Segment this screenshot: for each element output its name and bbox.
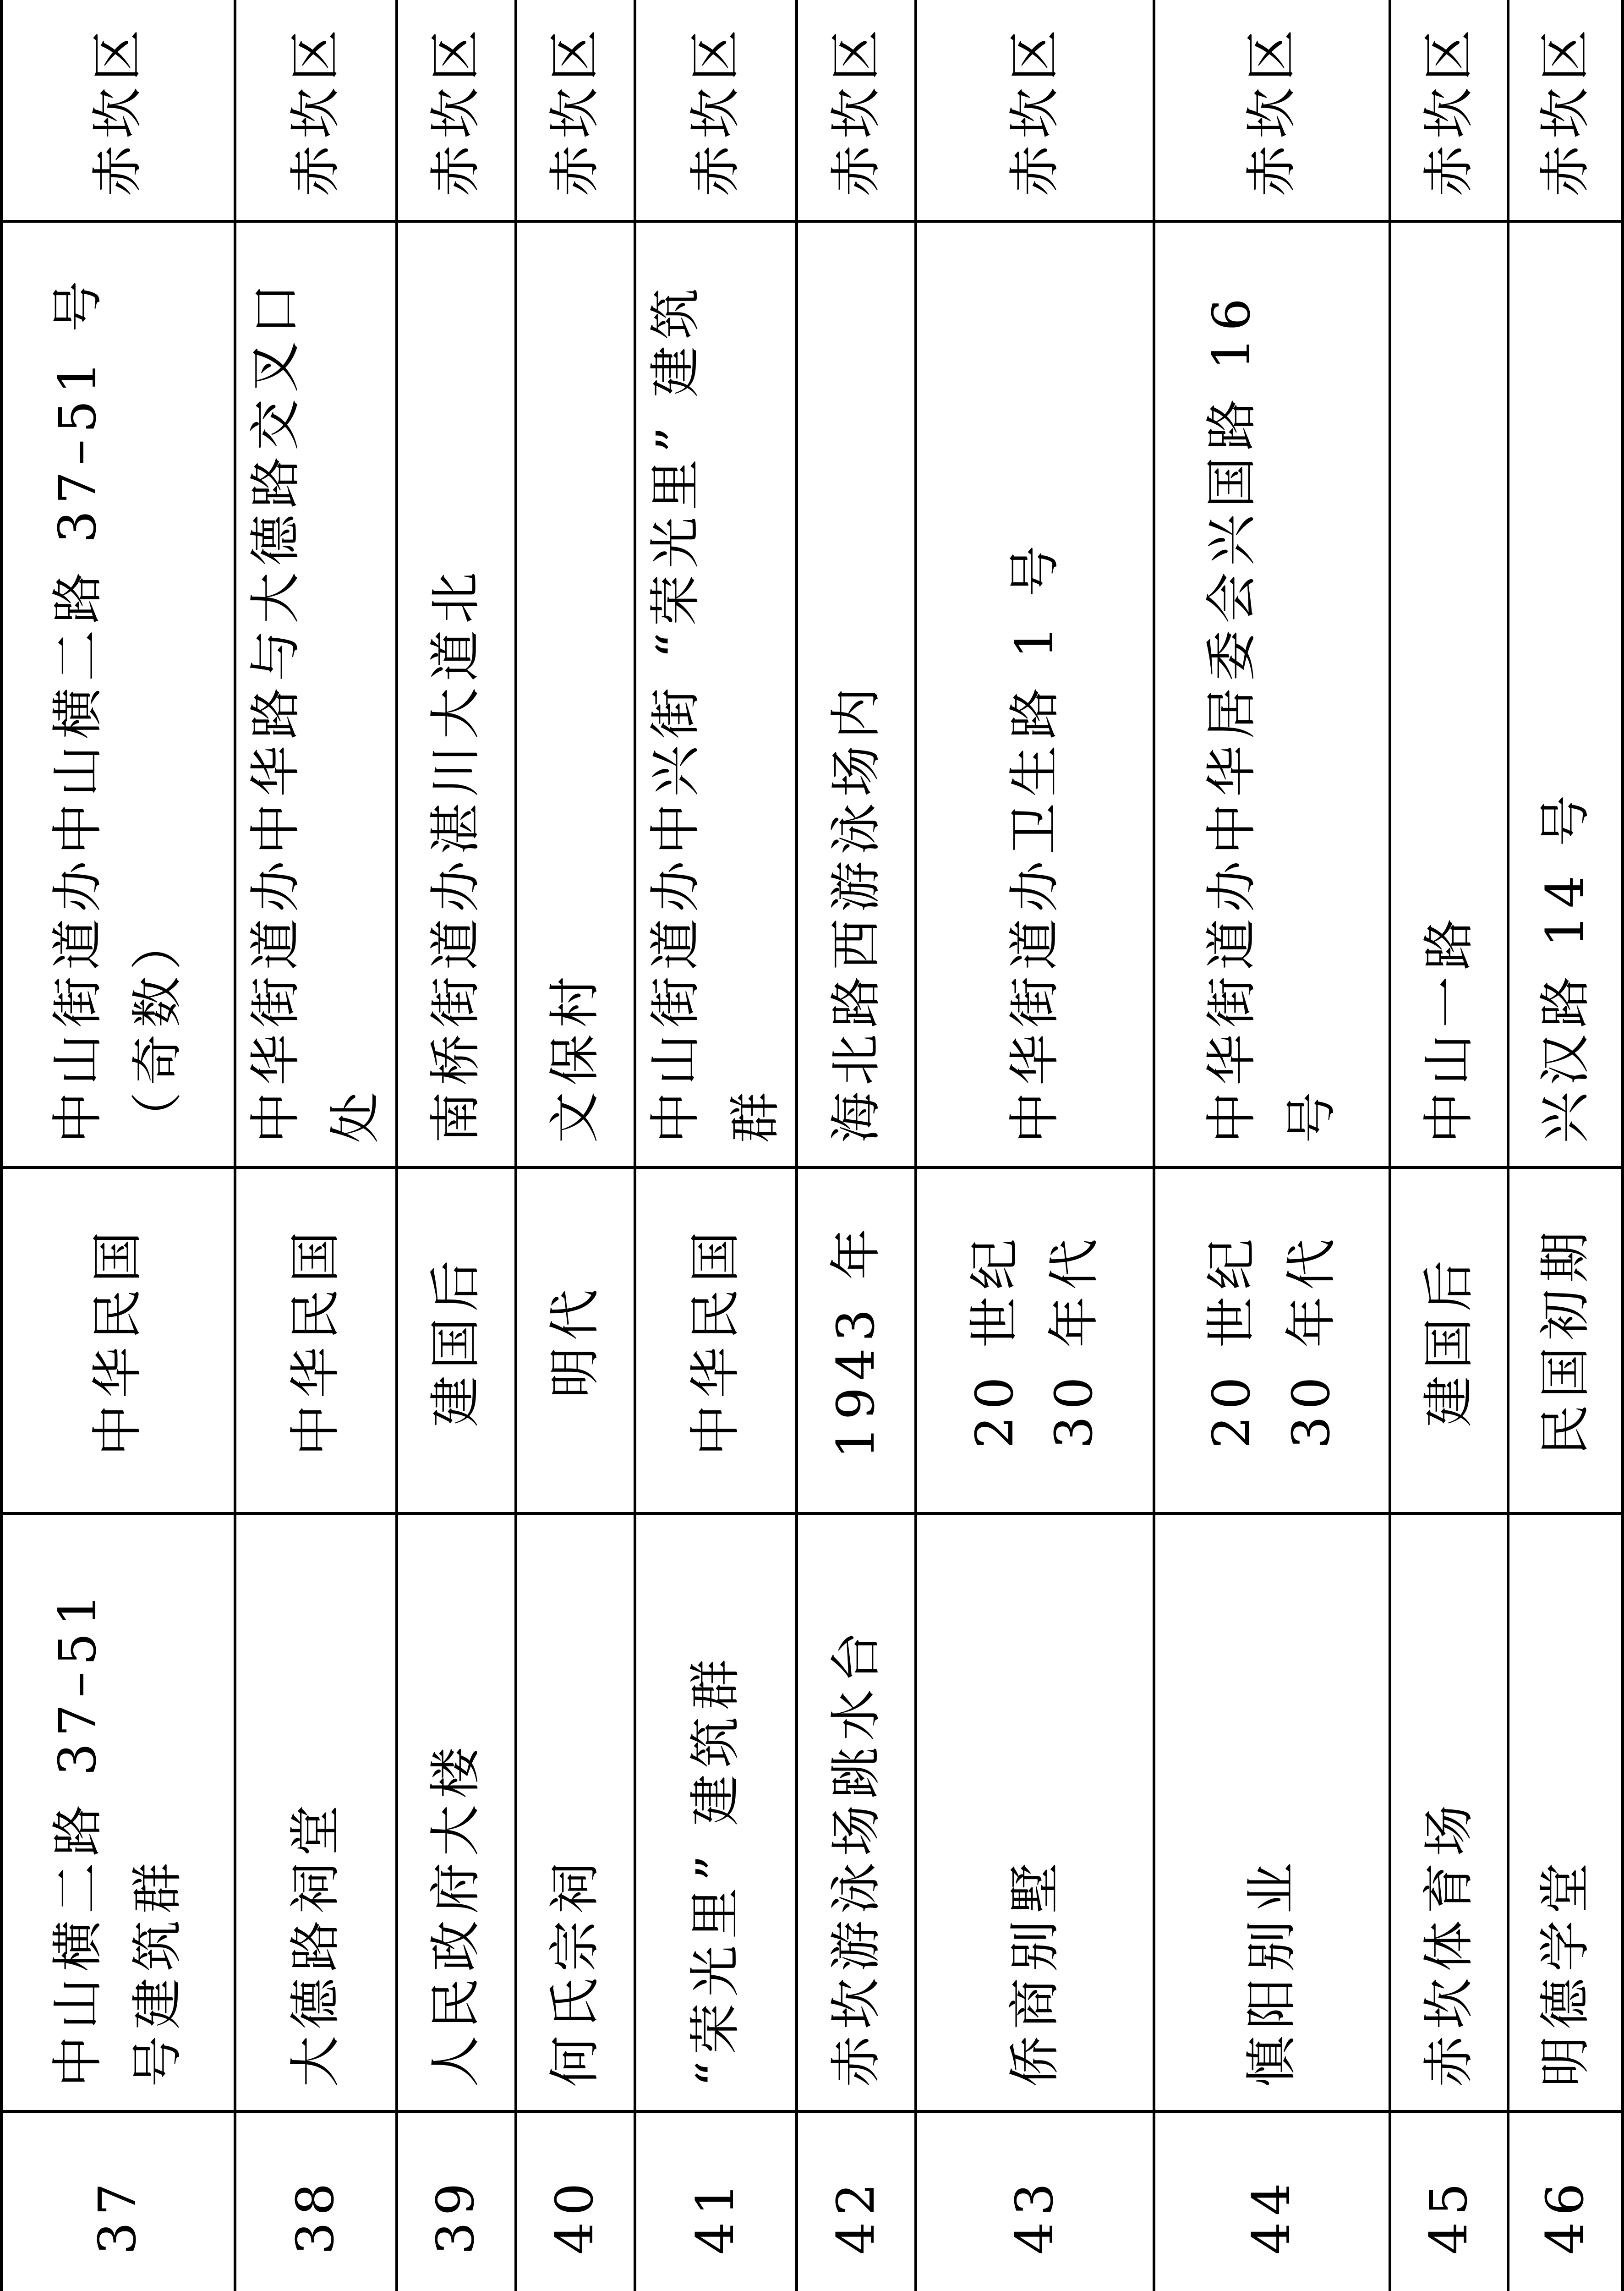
site-era: 明代 (516, 1167, 635, 1513)
site-name: 赤坎体育场 (1390, 1513, 1508, 2111)
site-name: 何氏宗祠 (516, 1513, 635, 2111)
site-address: 中华街道办卫生路 1 号 (916, 221, 1154, 1167)
site-era: 建国后 (1390, 1167, 1508, 1513)
site-address: 中华街道办中华路与大德路交叉口处 (235, 221, 397, 1167)
site-era: 民国初期 (1508, 1167, 1623, 1513)
row-number: 41 (635, 2111, 797, 2291)
site-address: 中华街道办中华居委会兴国路 16 号 (1154, 221, 1390, 1167)
site-name: 大德路祠堂 (235, 1513, 397, 2111)
table-row (235, 0, 397, 2291)
site-address: 兴汉路 14 号 (1508, 221, 1623, 1167)
table-row (635, 0, 797, 2291)
site-address: 中山街道办中兴街 “荣光里” 建筑群 (635, 221, 797, 1167)
site-name: 明德学堂 (1508, 1513, 1623, 2111)
site-era: 中华民国 (235, 1167, 397, 1513)
row-number: 45 (1390, 2111, 1508, 2291)
site-district: 赤坎区 (397, 0, 516, 221)
site-address: 中山一路 (1390, 221, 1508, 1167)
site-address: 文保村 (516, 221, 635, 1167)
row-number: 42 (797, 2111, 916, 2291)
site-name: 中山横二路 37–51 号建筑群 (1, 1513, 235, 2111)
site-district: 赤坎区 (635, 0, 797, 221)
site-name: 人民政府大楼 (397, 1513, 516, 2111)
row-number: 43 (916, 2111, 1154, 2291)
table-row (916, 0, 1154, 2291)
site-address: 中山街道办中山横二路 37–51 号（奇数） (1, 221, 235, 1167)
site-district: 赤坎区 (797, 0, 916, 221)
table-row (397, 0, 516, 2291)
row-number: 44 (1154, 2111, 1390, 2291)
site-district: 赤坎区 (1390, 0, 1508, 221)
site-district: 赤坎区 (1508, 0, 1623, 221)
site-name: “荣光里” 建筑群 (635, 1513, 797, 2111)
site-era: 中华民国 (635, 1167, 797, 1513)
site-district: 赤坎区 (916, 0, 1154, 221)
row-number: 38 (235, 2111, 397, 2291)
row-number: 40 (516, 2111, 635, 2291)
site-address: 南桥街道办湛川大道北 (397, 221, 516, 1167)
site-name: 赤坎游泳场跳水台 (797, 1513, 916, 2111)
table-row (1, 0, 235, 2291)
site-district: 赤坎区 (235, 0, 397, 221)
site-era: 20 世纪 30 年代 (1154, 1167, 1390, 1513)
table-row (1508, 0, 1623, 2291)
table-row (797, 0, 916, 2291)
row-number: 37 (1, 2111, 235, 2291)
site-district: 赤坎区 (1, 0, 235, 221)
site-era: 中华民国 (1, 1167, 235, 1513)
site-address: 海北路西游泳场内 (797, 221, 916, 1167)
site-name: 侨商别墅 (916, 1513, 1154, 2111)
site-name: 慎阳别业 (1154, 1513, 1390, 2111)
site-district: 赤坎区 (516, 0, 635, 221)
table-row (1390, 0, 1508, 2291)
site-era: 20 世纪 30 年代 (916, 1167, 1154, 1513)
site-district: 赤坎区 (1154, 0, 1390, 221)
row-number: 46 (1508, 2111, 1623, 2291)
table-row (1154, 0, 1390, 2291)
table-row (516, 0, 635, 2291)
site-era: 1943 年 (797, 1167, 916, 1513)
row-number: 39 (397, 2111, 516, 2291)
site-era: 建国后 (397, 1167, 516, 1513)
